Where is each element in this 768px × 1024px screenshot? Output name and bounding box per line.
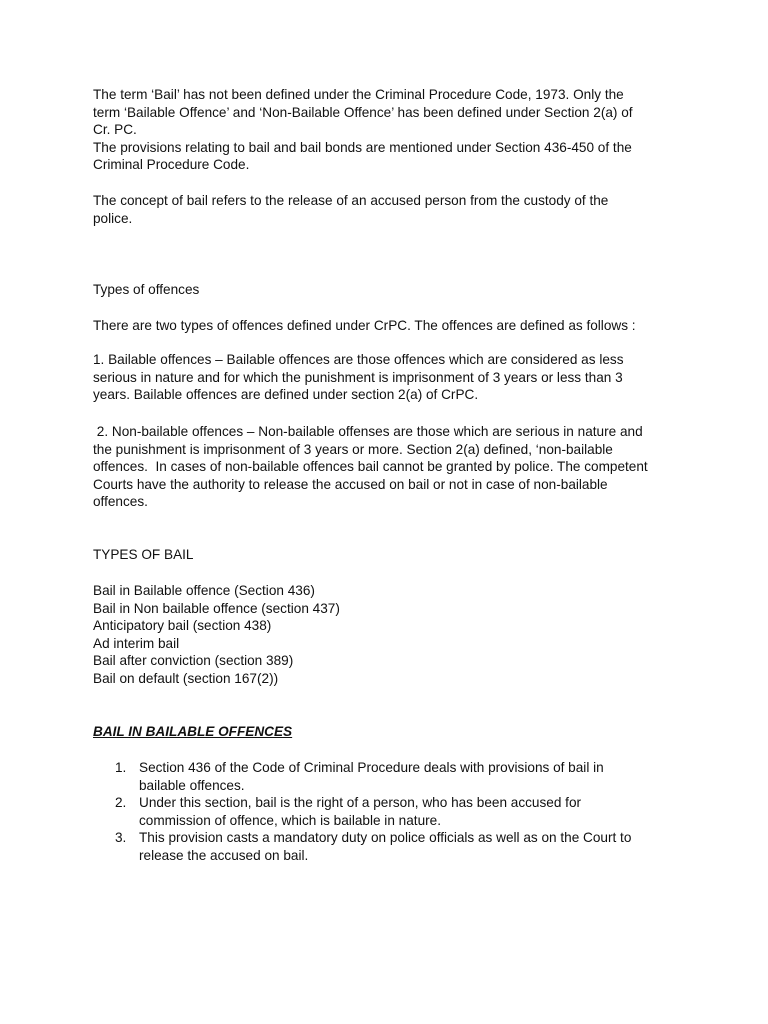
section-heading-text: BAIL IN BAILABLE OFFENCES [93,724,293,739]
list-number: 1. [115,760,127,775]
bail-type-item: Bail in Bailable offence (Section 436) [93,583,315,598]
bail-in-bailable-offences-heading [93,723,693,741]
list-item-line: This provision casts a mandatory duty on police officials as well as on the Court to [139,830,632,846]
non-bailable-offences-paragraph [93,423,693,511]
list-number: 3. [115,830,127,846]
non-bailable-line: offences. [93,494,148,510]
intro-line: Criminal Procedure Code. [93,157,250,173]
list-item-line: release the accused on bail. [139,847,309,863]
types-of-bail-list [93,582,693,688]
non-bailable-line: 2. Non-bailable offences – Non-bailable offenses are those which are serious in nature and [93,424,643,439]
bail-type-item: Bail after conviction (section 389) [93,653,294,669]
section-heading-text: TYPES OF BAIL [93,547,194,562]
bailable-line: serious in nature and for which the punishment is imprisonment of 3 years or less than 3 [93,369,623,385]
section-heading-text: Types of offences [93,282,200,297]
list-item-line: Section 436 of the Code of Criminal Procedure deals with provisions of bail in [139,760,604,775]
paragraph-text: There are two types of offences defined under CrPC. The offences are defined as follows : [93,318,636,333]
concept-line: police. [93,210,133,226]
list-item [93,829,693,864]
intro-line: Cr. PC. [93,122,137,138]
intro-line: The provisions relating to bail and bail bonds are mentioned under Section 436-450 of the [93,139,632,155]
bailable-line: years. Bailable offences are defined under section 2(a) of CrPC. [93,387,479,403]
types-of-bail-heading [93,546,693,564]
bail-type-item: Bail on default (section 167(2)) [93,670,279,686]
list-item-line: Under this section, bail is the right of a person, who has been accused for [139,795,582,811]
bail-type-item: Ad interim bail [93,635,180,651]
list-item-line: bailable offences. [139,777,245,793]
list-number: 2. [115,795,127,811]
non-bailable-line: Courts have the authority to release the accused on bail or not in case of non-bailable [93,476,608,492]
concept-paragraph [93,192,693,227]
bailable-offences-numbered-list [93,759,693,865]
non-bailable-line: offences. In cases of non-bailable offences bail cannot be granted by police. The competent [93,459,648,475]
types-of-offences-intro [93,317,693,335]
bail-type-item: Anticipatory bail (section 438) [93,618,272,634]
intro-paragraph [93,86,693,174]
intro-line: The term ‘Bail’ has not been defined under the Criminal Procedure Code, 1973. Only the [93,87,624,102]
list-item [93,794,693,829]
list-item [93,759,693,794]
types-of-offences-heading [93,281,693,299]
intro-line: term ‘Bailable Offence’ and ‘Non-Bailable Offence’ has been defined under Section 2(a) of [93,104,633,120]
bailable-line: 1. Bailable offences – Bailable offences are those offences which are considered as less [93,352,624,367]
non-bailable-line: the punishment is imprisonment of 3 years or more. Section 2(a) defined, ‘non-bailable [93,441,613,457]
bail-type-item: Bail in Non bailable offence (section 437) [93,600,340,616]
concept-line: The concept of bail refers to the release of an accused person from the custody of the [93,193,609,208]
bailable-offences-paragraph [93,351,693,404]
list-item-line: commission of offence, which is bailable in nature. [139,812,441,828]
